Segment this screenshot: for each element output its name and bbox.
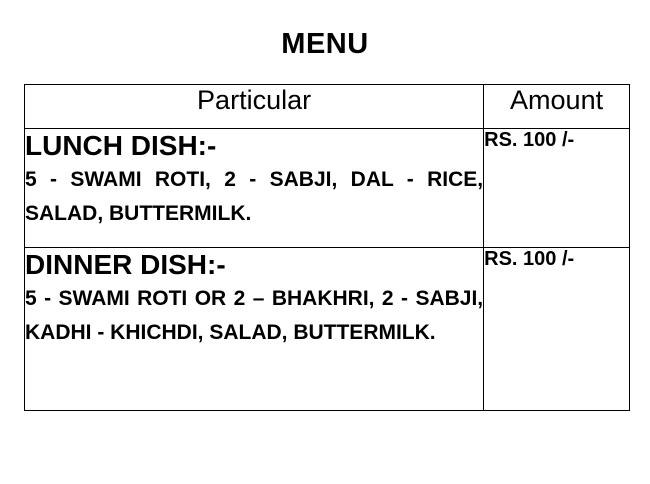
menu-table [24, 84, 630, 411]
header-particular: Particular [25, 85, 484, 129]
dinner-dish-title: DINNER DISH:- [25, 249, 226, 280]
header-amount: Amount [484, 85, 630, 129]
menu-title: MENU [281, 28, 369, 60]
lunch-description-cell [25, 129, 484, 248]
dinner-dish-items: 5 - SWAMI ROTI OR 2 – BHAKHRI, 2 - SABJI, KADHI - KHICHDI, SALAD, BUTTERMILK. [25, 287, 484, 344]
dinner-amount: RS. 100 /- [484, 248, 630, 411]
dinner-description-cell [25, 248, 484, 411]
table-row [25, 248, 630, 411]
table-header-row [25, 85, 630, 129]
lunch-dish-title: LUNCH DISH:- [25, 130, 217, 161]
table-row [25, 129, 630, 248]
lunch-amount: RS. 100 /- [484, 129, 630, 248]
lunch-dish-items: 5 - SWAMI ROTI, 2 - SABJI, DAL - RICE, SALAD, BUTTERMILK. [25, 168, 484, 225]
